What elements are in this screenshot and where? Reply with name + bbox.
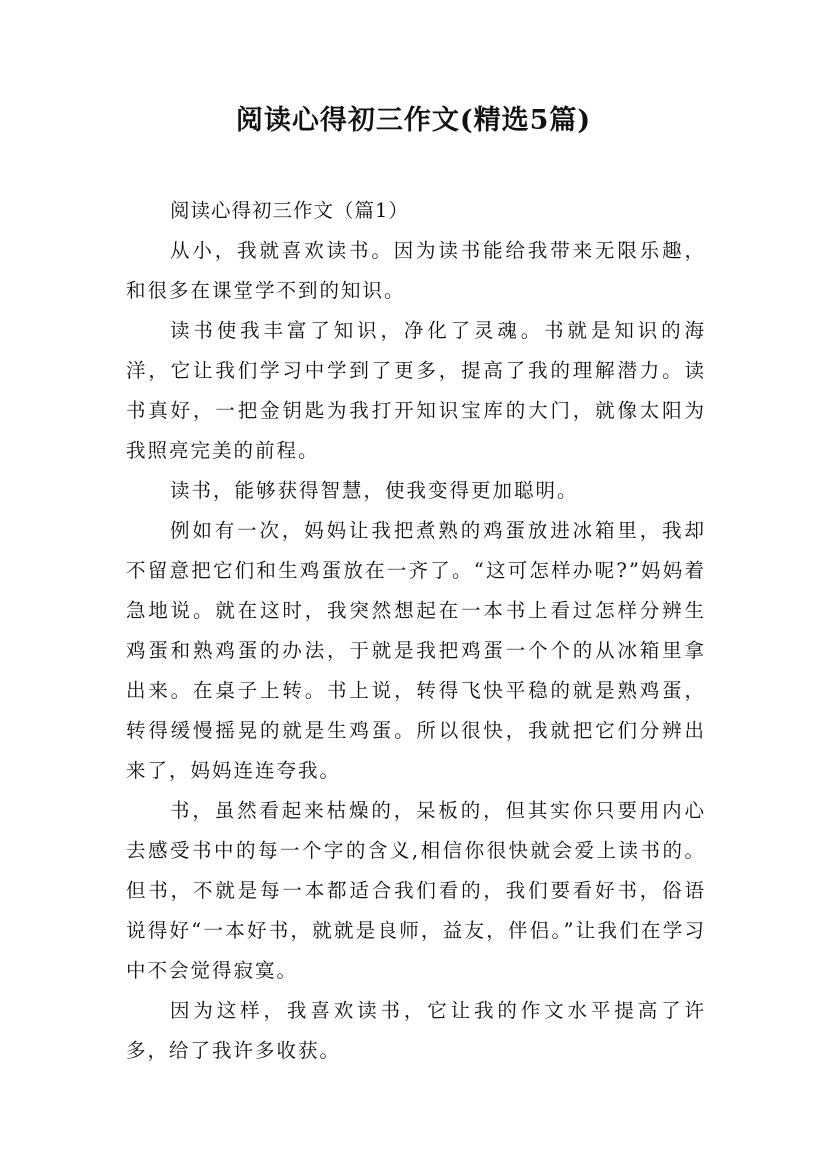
paragraph-1: 从小，我就喜欢读书。因为读书能给我带来无限乐趣，和很多在课堂学不到的知识。 xyxy=(126,239,706,302)
document-body xyxy=(126,191,706,1071)
document-title: 阅读心得初三作文(精选5篇) xyxy=(235,105,592,136)
paragraph-4: 例如有一次，妈妈让我把煮熟的鸡蛋放进冰箱里，我却不留意把它们和生鸡蛋放在一齐了。“这可怎样办呢?”妈妈着急地说。就在这时，我突然想起在一本书上看过怎样分辨生鸡蛋和熟鸡蛋的办法，于就是我把鸡蛋一个个的从冰箱里拿出来。在桌子上转。书上说，转得飞快平稳的就是熟鸡蛋，转得缓慢摇晃的就是生鸡蛋。所以很快，我就把它们分辨出来了，妈妈连连夸我。 xyxy=(126,519,706,782)
section-heading: 阅读心得初三作文（篇1） xyxy=(170,199,409,222)
paragraph-6: 因为这样，我喜欢读书，它让我的作文水平提高了许多，给了我许多收获。 xyxy=(126,999,706,1062)
paragraph-5: 书，虽然看起来枯燥的，呆板的，但其实你只要用内心去感受书中的每一个字的含义,相信你很快就会爱上读书的。但书，不就是每一本都适合我们看的，我们要看好书，俗语说得好“一本好书，就就是良师，益友，伴侣。”让我们在学习中不会觉得寂寞。 xyxy=(126,799,706,982)
paragraph-2: 读书使我丰富了知识，净化了灵魂。书就是知识的海洋，它让我们学习中学到了更多，提高了我的理解潜力。读书真好，一把金钥匙为我打开知识宝库的大门，就像太阳为我照亮完美的前程。 xyxy=(126,319,706,462)
paragraph-3: 读书，能够获得智慧，使我变得更加聪明。 xyxy=(170,479,579,502)
